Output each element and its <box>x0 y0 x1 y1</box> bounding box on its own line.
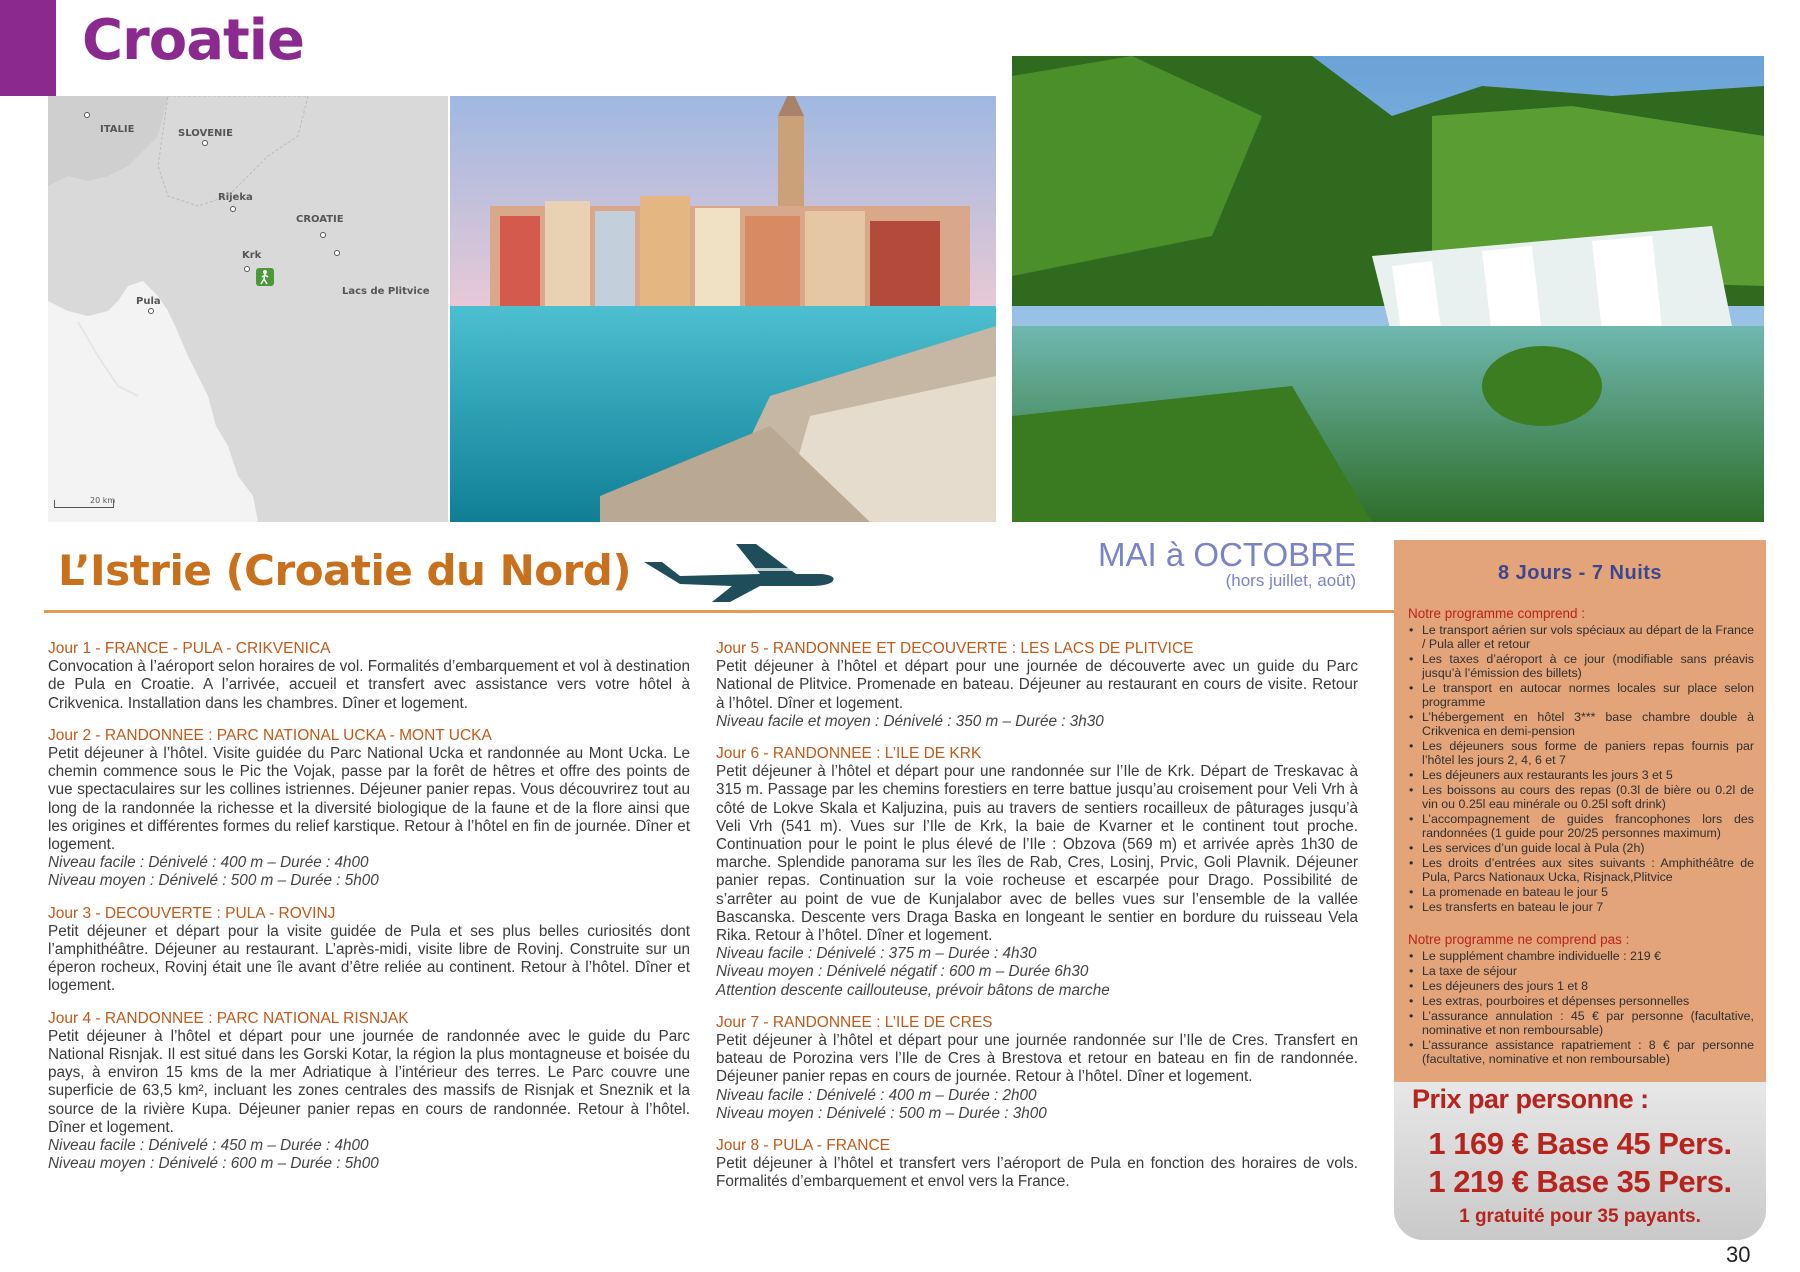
day-1 <box>48 640 690 713</box>
map-dot-italie <box>84 112 90 118</box>
hiker-icon <box>256 268 274 286</box>
list-item: • Les déjeuners sous forme de paniers repas fournis par l’hôtel les jours 2, 4, 6 et 7 <box>1408 739 1754 767</box>
price-base-35: 1 219 € Base 35 Pers. <box>1428 1164 1732 1199</box>
difficulty-level: Niveau moyen : Dénivelé : 500 m – Durée : 5h00 <box>48 872 379 890</box>
excludes-section <box>1408 932 1754 1067</box>
price-base-45: 1 169 € Base 45 Pers. <box>1428 1126 1732 1161</box>
includes-section <box>1408 606 1754 915</box>
list-item: • Les boissons au cours des repas (0.3l de bière ou 0.2l de vin ou 0.25l eau minérale ou 0.25l soft drink) <box>1408 783 1754 811</box>
day-7 <box>716 1014 1358 1123</box>
difficulty-level: Niveau moyen : Dénivelé : 500 m – Durée : 3h00 <box>716 1104 1047 1122</box>
list-item: • Les droits d’entrées aux sites suivants : Amphithéâtre de Pula, Parcs Nationaux Ucka, Risjnack,Plitvice <box>1408 856 1754 884</box>
map-label-slovenie: SLOVENIE <box>178 128 233 139</box>
map-label-rijeka: Rijeka <box>218 192 253 203</box>
difficulty-level: Niveau moyen : Dénivelé : 600 m – Durée : 5h00 <box>48 1155 379 1173</box>
day-description: Petit déjeuner à l’hôtel et transfert vers l’aéroport de Pula en fonction des horaires de vols. Formalités d’embarquement et envol vers la France. <box>716 1155 1358 1191</box>
photo-rovinj-harbor <box>450 96 996 522</box>
list-item: • Le supplément chambre individuelle : 219 € <box>1408 949 1754 963</box>
list-item: • L’assurance annulation : 45 € par personne (facultative, nominative et non remboursable) <box>1408 1009 1754 1037</box>
excludes-title: Notre programme ne comprend pas : <box>1408 932 1630 947</box>
photo-krka-waterfall <box>1012 56 1764 522</box>
map-scale-label: 20 km <box>90 496 116 505</box>
excludes-list <box>1408 949 1754 1066</box>
list-item: • Les services d’un guide local à Pula (2h) <box>1408 841 1754 855</box>
season-block <box>1050 536 1356 591</box>
country-title: Croatie <box>82 8 304 73</box>
day-description: Petit déjeuner et départ pour la visite guidée de Pula et ses plus belles curiosités dont l’amphithéâtre. Déjeuner au restaurant. L’après-midi, visite libre de Rovinj. Construite sur un éperon rocheux, Rovinj était une île avant d’être reliée au continent. Retour à l’hôtel. Dîner et logement. <box>48 922 690 995</box>
difficulty-level: Attention descente caillouteuse, prévoir bâtons de marche <box>716 981 1110 999</box>
list-item: • Le transport aérien sur vols spéciaux au départ de la France / Pula aller et retour <box>1408 623 1754 651</box>
list-item: • Les taxes d’aéroport à ce jour (modifiable sans préavis jusqu’à l’émission des billets) <box>1408 652 1754 680</box>
day-description: Petit déjeuner à l’hôtel et départ pour une journée de découverte avec un guide du Parc National de Plitvice. Promenade en bateau. Déjeuner au restaurant en cours de visite. Retour à l’hôtel. Dîner et logement. <box>716 658 1358 712</box>
region-map <box>48 96 448 522</box>
list-item: • Les transferts en bateau le jour 7 <box>1408 900 1754 914</box>
map-label-pula: Pula <box>136 296 161 307</box>
day-description: Petit déjeuner à l’hôtel et départ pour une journée de randonnée avec le guide du Parc National Risnjak. Il est situé dans les Gorski Kotar, la région la plus montagneuse et boisée du pays, à environ 15 kms de la mer Adriatique à l’intérieur des terres. Le Parc couvre une superficie de 63,5 km², incluant les zones centrales des massifs de Risnjak et Sneznik et la source de la rivière Kupa. Déjeuner panier repas en cours de randonnée. Retour à l’hôtel. Dîner et logement. <box>48 1027 690 1136</box>
list-item: • La taxe de séjour <box>1408 964 1754 978</box>
day-2 <box>48 727 690 891</box>
airplane-icon <box>640 540 840 606</box>
day-4 <box>48 1010 690 1174</box>
map-label-krk: Krk <box>242 250 262 261</box>
itinerary-left-column <box>48 640 690 1187</box>
difficulty-level: Niveau facile : Dénivelé : 400 m – Durée : 4h00 <box>48 854 369 872</box>
list-item: • Les déjeuners des jours 1 et 8 <box>1408 979 1754 993</box>
day-description: Petit déjeuner à l’hôtel. Visite guidée du Parc National Ucka et randonnée au Mont Ucka. Le chemin commence sous le Pic the Vojak, passe par la forêt de hêtres et offre des points de vue spectaculaires sur les collines istriennes. Déjeuner panier repas. Vous découvrirez tout au long de la randonnée la richesse et la diversité biologique de la faune et de la flore ainsi que les origines et différentes formes du relief karstique. Retour à l’hôtel en fin de journée. Dîner et logement. <box>48 745 690 854</box>
map-dot-croatie <box>320 232 326 238</box>
day-title: Jour 8 - PULA - FRANCE <box>716 1137 890 1155</box>
title-divider <box>44 610 1400 613</box>
list-item: • Le transport en autocar normes locales sur place selon programme <box>1408 681 1754 709</box>
day-5 <box>716 640 1358 731</box>
includes-list <box>1408 623 1754 914</box>
day-title: Jour 1 - FRANCE - PULA - CRIKVENICA <box>48 640 331 657</box>
list-item: • L’accompagnement de guides francophones lors des randonnées (1 guide pour 20/25 personnes maximum) <box>1408 812 1754 840</box>
day-title: Jour 2 - RANDONNEE : PARC NATIONAL UCKA - MONT UCKA <box>48 726 492 744</box>
list-item: • La promenade en bateau le jour 5 <box>1408 885 1754 899</box>
map-dot-rijeka <box>230 206 236 212</box>
day-title: Jour 3 - DECOUVERTE : PULA - ROVINJ <box>48 904 336 922</box>
map-label-croatie: CROATIE <box>296 214 344 225</box>
season-months: MAI à OCTOBRE <box>1098 536 1356 573</box>
day-description: Convocation à l’aéroport selon horaires de vol. Formalités d’embarquement et vol à destination de Pula en Croatie. A l’arrivée, accueil et transfert avec assistance vers votre hôtel à Crikvenica. Installation dans les chambres. Dîner et logement. <box>48 658 690 712</box>
list-item: • L’assurance assistance rapatriement : 8 € par personne (facultative, nominative et non remboursable) <box>1408 1038 1754 1066</box>
day-title: Jour 4 - RANDONNEE : PARC NATIONAL RISNJAK <box>48 1009 409 1027</box>
map-dot-lacs <box>334 250 340 256</box>
map-label-lacs: Lacs de Plitvice <box>342 286 430 297</box>
day-8 <box>716 1137 1358 1192</box>
difficulty-level: Niveau facile : Dénivelé : 400 m – Durée : 2h00 <box>716 1086 1037 1104</box>
map-label-italie: ITALIE <box>100 124 135 135</box>
day-title: Jour 5 - RANDONNEE ET DECOUVERTE : LES LACS DE PLITVICE <box>716 640 1194 657</box>
gratuity-note: 1 gratuité pour 35 payants. <box>1459 1206 1701 1227</box>
difficulty-level: Niveau moyen : Dénivelé négatif : 600 m – Durée 6h30 <box>716 963 1089 981</box>
day-description: Petit déjeuner à l’hôtel et départ pour une randonnée sur l’Ile de Krk. Départ de Treskavac à 315 m. Passage par les chemins forestiers en terre battue jusqu’au croisement pour Veli Vrh à côté de Lokve Skala et Kaljuzina, puis au travers de sentiers rocailleux de pâturages jusqu’à Veli Vrh (541 m). Vues sur l’Ile de Krk, la baie de Kvarner et le continent tout proche. Continuation pour le point le plus élevé de l’Ile : Obzova (569 m) et arrivée après 1h30 de marche. Splendide panorama sur les îles de Rab, Cres, Losinj, Prvic, Goli Plavnik. Déjeuner panier repas. Continuation sur la voie rocheuse et escarpée pour Drago. Possibilité de s’arrêter au point de vue de Kunjalabor avec de belles vues sur l’ensemble de la vallée Bascanska. Descente vers Draga Baska en longeant le sentier en bordure du ruisseau Vela Rika. Retour à l’hôtel. Dîner et logement. <box>716 763 1358 945</box>
day-description: Petit déjeuner à l’hôtel et départ pour une journée randonnée sur l’Ile de Cres. Transfert en bateau de Porozina vers l’Ile de Cres à Brestova et retour en bateau en fin de randonnée. Déjeuner panier repas en cours de journée. Retour à l’hôtel. Dîner et logement. <box>716 1032 1358 1086</box>
difficulty-level: Niveau facile : Dénivelé : 375 m – Durée : 4h30 <box>716 945 1037 963</box>
day-6 <box>716 745 1358 1000</box>
tour-duration: 8 Jours - 7 Nuits <box>1497 562 1663 584</box>
includes-title: Notre programme comprend : <box>1408 606 1586 621</box>
tour-title: L’Istrie (Croatie du Nord) <box>58 546 632 595</box>
header-color-tab <box>0 0 56 96</box>
list-item: • Les extras, pourboires et dépenses personnelles <box>1408 994 1754 1008</box>
difficulty-level: Niveau facile et moyen : Dénivelé : 350 m – Durée : 3h30 <box>716 712 1104 730</box>
list-item: • L’hébergement en hôtel 3*** base chambre double à Crikvenica en demi-pension <box>1408 710 1754 738</box>
day-title: Jour 7 - RANDONNEE : L’ILE DE CRES <box>716 1013 993 1031</box>
program-sidebar <box>1394 540 1766 1240</box>
page-number: 30 <box>1726 1242 1751 1267</box>
price-title: Prix par personne : <box>1412 1084 1649 1114</box>
season-exclusion: (hors juillet, août) <box>1225 571 1356 590</box>
map-dot-slovenie <box>202 140 208 146</box>
difficulty-level: Niveau facile : Dénivelé : 450 m – Durée : 4h00 <box>48 1137 369 1155</box>
day-title: Jour 6 - RANDONNEE : L’ILE DE KRK <box>716 745 982 763</box>
itinerary-right-column <box>716 640 1358 1206</box>
list-item: • Les déjeuners aux restaurants les jours 3 et 5 <box>1408 768 1754 782</box>
map-land-shapes <box>48 96 448 522</box>
day-3 <box>48 905 690 996</box>
map-dot-krk <box>244 266 250 272</box>
map-dot-pula <box>148 308 154 314</box>
